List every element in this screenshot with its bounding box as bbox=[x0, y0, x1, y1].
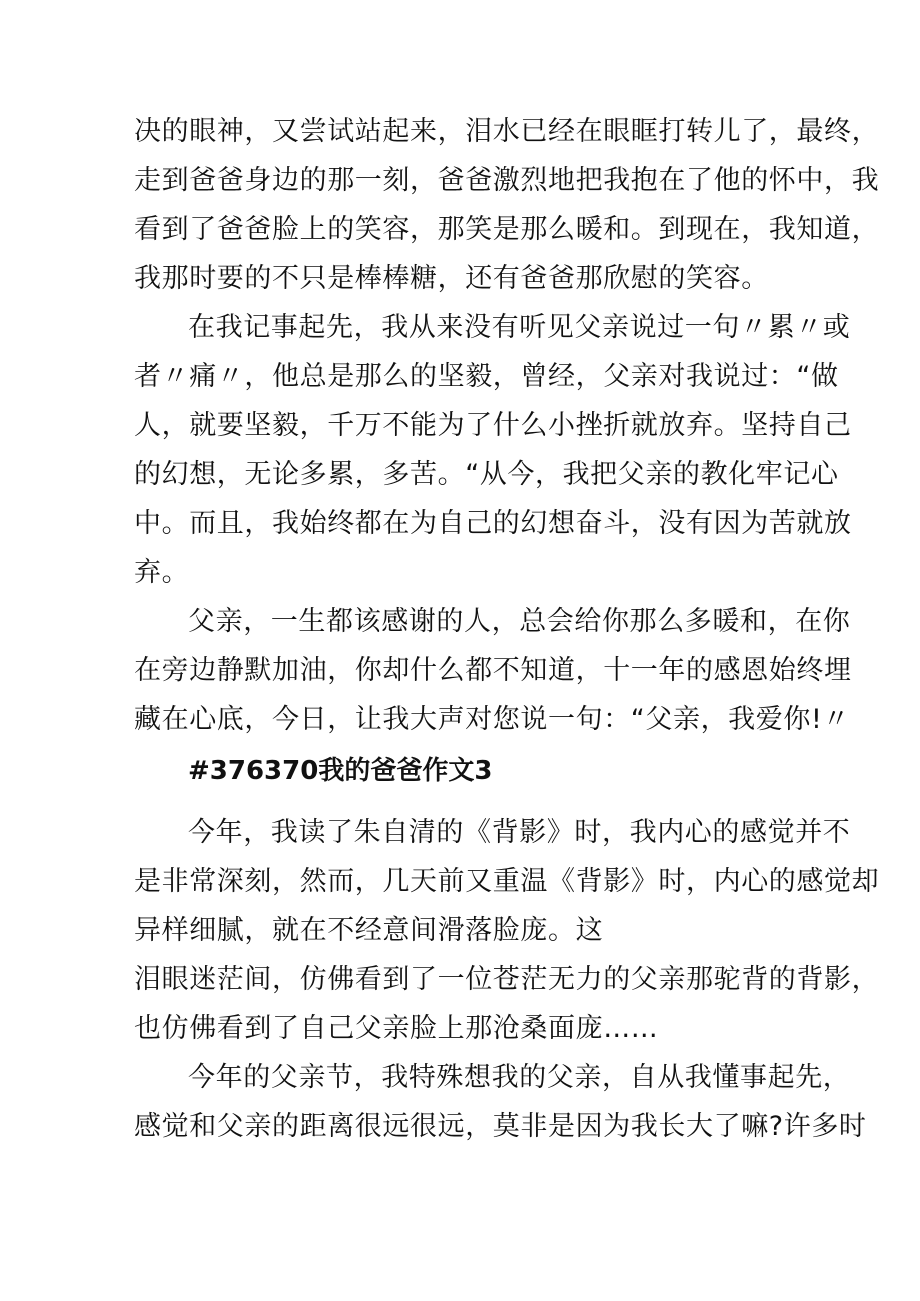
paragraph-4-line-1: 今年，我读了朱自清的《背影》时，我内心的感觉并不 bbox=[188, 817, 851, 848]
paragraph-1-line-2: 走到爸爸身边的那一刻，爸爸激烈地把我抱在了他的怀中，我 bbox=[134, 165, 880, 196]
paragraph-4-line-3: 异样细腻，就在不经意间滑落脸庞。这 bbox=[134, 915, 604, 946]
paragraph-3-line-3: 藏在心底，今日，让我大声对您说一句：“父亲，我爱你!〃 bbox=[134, 704, 851, 735]
paragraph-5-line-1: 今年的父亲节，我特殊想我的父亲，自从我懂事起先， bbox=[188, 1062, 851, 1093]
paragraph-2-line-2: 者〃痛〃，他总是那么的坚毅，曾经，父亲对我说过：“做 bbox=[134, 361, 839, 392]
paragraph-4-line-2: 是非常深刻，然而，几天前又重温《背影》时，内心的感觉却 bbox=[134, 866, 880, 897]
paragraph-2-line-1: 在我记事起先，我从来没有听见父亲说过一句〃累〃或 bbox=[188, 312, 851, 343]
paragraph-2-line-3: 人，就要坚毅，千万不能为了什么小挫折就放弃。坚持自己 bbox=[134, 410, 852, 441]
paragraph-4-line-4: 泪眼迷茫间，仿佛看到了一位苍茫无力的父亲那驼背的背影， bbox=[134, 964, 880, 995]
paragraph-3-line-2: 在旁边静默加油，你却什么都不知道，十一年的感恩始终埋 bbox=[134, 655, 852, 686]
paragraph-4-line-5: 也仿佛看到了自己父亲脸上那沧桑面庞…… bbox=[134, 1013, 659, 1044]
paragraph-2-line-4: 的幻想，无论多累，多苦。“从今，我把父亲的教化牢记心 bbox=[134, 459, 839, 490]
paragraph-2-line-6: 弃。 bbox=[134, 557, 190, 588]
paragraph-3-line-1: 父亲，一生都该感谢的人，总会给你那么多暖和，在你 bbox=[188, 606, 851, 637]
section-heading: #376370我的爸爸作文3 bbox=[188, 756, 493, 786]
paragraph-1-line-3: 看到了爸爸脸上的笑容，那笑是那么暖和。到现在，我知道， bbox=[134, 214, 880, 245]
paragraph-1-line-1: 决的眼神，又尝试站起来，泪水已经在眼眶打转儿了，最终， bbox=[134, 116, 880, 147]
paragraph-5-line-2: 感觉和父亲的距离很远很远，莫非是因为我长大了嘛?许多时 bbox=[134, 1111, 867, 1142]
paragraph-2-line-5: 中。而且，我始终都在为自己的幻想奋斗，没有因为苦就放 bbox=[134, 508, 852, 539]
paragraph-1-line-4: 我那时要的不只是棒棒糖，还有爸爸那欣慰的笑容。 bbox=[134, 263, 769, 294]
